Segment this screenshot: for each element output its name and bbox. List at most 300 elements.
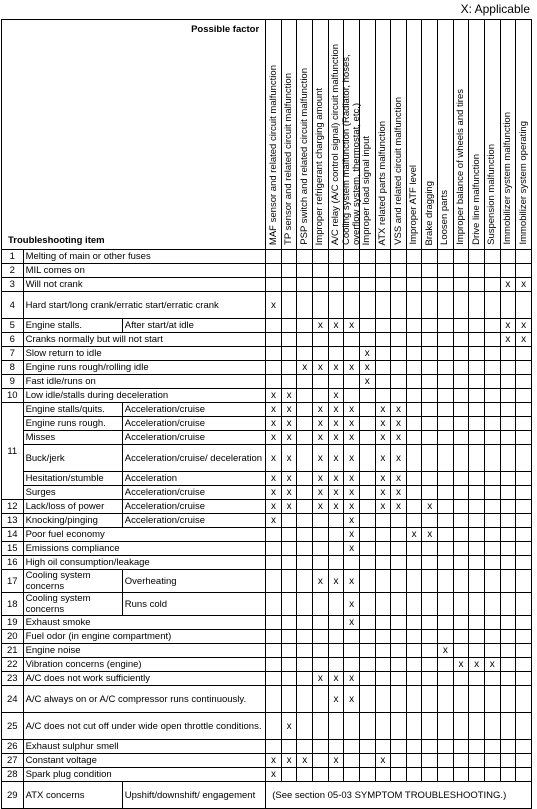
mark-cell: [500, 264, 516, 278]
mark-cell: [281, 658, 297, 672]
applicable-mark: x: [313, 672, 329, 686]
mark-cell: [453, 375, 469, 389]
mark-cell: [453, 672, 469, 686]
applicable-mark: x: [328, 570, 344, 593]
table-row: [2, 768, 532, 782]
mark-cell: [391, 616, 407, 630]
applicable-mark: x: [391, 500, 407, 514]
applicable-mark: x: [313, 472, 329, 486]
mark-cell: [422, 644, 438, 658]
mark-cell: [484, 570, 500, 593]
mark-cell: [484, 754, 500, 768]
mark-cell: [516, 514, 532, 528]
table-row: [2, 347, 532, 361]
mark-cell: [453, 616, 469, 630]
applicable-mark: x: [344, 593, 360, 616]
mark-cell: [328, 528, 344, 542]
item-cell: MIL comes on: [23, 264, 266, 278]
mark-cell: [297, 672, 313, 686]
mark-cell: [438, 754, 454, 768]
mark-cell: [406, 389, 422, 403]
item-cell: A/C does not cut off under wide open throttle conditions.: [23, 713, 266, 740]
mark-cell: [297, 431, 313, 445]
applicable-mark: x: [266, 500, 282, 514]
mark-cell: [391, 292, 407, 319]
table-row: [2, 593, 532, 616]
mark-cell: [297, 486, 313, 500]
mark-cell: [375, 278, 391, 292]
mark-cell: [516, 768, 532, 782]
mark-cell: [484, 593, 500, 616]
mark-cell: [313, 754, 329, 768]
item-cell: Engine noise: [23, 644, 266, 658]
mark-cell: [484, 686, 500, 713]
condition-cell: After start/at idle: [122, 319, 265, 333]
mark-cell: [313, 630, 329, 644]
applicable-mark: x: [313, 361, 329, 375]
applicable-mark: x: [281, 417, 297, 431]
mark-cell: [469, 528, 485, 542]
applicable-mark: x: [297, 754, 313, 768]
applicable-mark: x: [344, 672, 360, 686]
applicable-mark: x: [328, 361, 344, 375]
mark-cell: [266, 713, 282, 740]
mark-cell: [359, 319, 375, 333]
applicable-mark: x: [391, 486, 407, 500]
row-number: 8: [2, 361, 24, 375]
factor-header: [422, 20, 438, 250]
mark-cell: [500, 542, 516, 556]
table-row: [2, 472, 532, 486]
mark-cell: [453, 500, 469, 514]
mark-cell: [484, 542, 500, 556]
mark-cell: [422, 264, 438, 278]
mark-cell: [453, 417, 469, 431]
applicable-mark: x: [344, 417, 360, 431]
mark-cell: [469, 542, 485, 556]
mark-cell: [453, 556, 469, 570]
table-row: [2, 528, 532, 542]
header-row: [2, 20, 532, 250]
mark-cell: [281, 333, 297, 347]
possible-factor-label: Possible factor: [191, 24, 260, 35]
mark-cell: [484, 403, 500, 417]
mark-cell: [422, 319, 438, 333]
item-cell: Slow return to idle: [23, 347, 266, 361]
mark-cell: [406, 375, 422, 389]
mark-cell: [516, 431, 532, 445]
mark-cell: [469, 264, 485, 278]
applicable-mark: x: [391, 417, 407, 431]
mark-cell: [500, 292, 516, 319]
mark-cell: [391, 333, 407, 347]
mark-cell: [344, 278, 360, 292]
mark-cell: [438, 389, 454, 403]
applicable-mark: x: [328, 431, 344, 445]
mark-cell: [297, 514, 313, 528]
applicable-mark: x: [375, 754, 391, 768]
mark-cell: [359, 630, 375, 644]
table-row: [2, 389, 532, 403]
mark-cell: [469, 672, 485, 686]
mark-cell: [469, 431, 485, 445]
mark-cell: [281, 630, 297, 644]
mark-cell: [313, 264, 329, 278]
applicable-mark: x: [328, 686, 344, 713]
mark-cell: [281, 528, 297, 542]
mark-cell: [422, 347, 438, 361]
mark-cell: [453, 630, 469, 644]
applicable-mark: x: [344, 431, 360, 445]
mark-cell: [438, 361, 454, 375]
applicable-mark: x: [344, 528, 360, 542]
mark-cell: [516, 630, 532, 644]
applicable-mark: x: [313, 570, 329, 593]
mark-cell: [344, 250, 360, 264]
mark-cell: [469, 754, 485, 768]
mark-cell: [359, 250, 375, 264]
mark-cell: [453, 403, 469, 417]
mark-cell: [344, 264, 360, 278]
mark-cell: [328, 713, 344, 740]
mark-cell: [500, 445, 516, 472]
mark-cell: [516, 292, 532, 319]
condition-cell: Acceleration/cruise: [122, 486, 265, 500]
applicable-mark: x: [375, 500, 391, 514]
mark-cell: [359, 403, 375, 417]
condition-cell: Acceleration/cruise: [122, 514, 265, 528]
mark-cell: [313, 250, 329, 264]
mark-cell: [453, 292, 469, 319]
mark-cell: [328, 347, 344, 361]
mark-cell: [375, 616, 391, 630]
factor-label: Improper refrigerant charging amount: [314, 87, 326, 245]
mark-cell: [266, 570, 282, 593]
mark-cell: [328, 768, 344, 782]
mark-cell: [406, 292, 422, 319]
applicable-mark: x: [516, 278, 532, 292]
applicable-mark: x: [266, 514, 282, 528]
mark-cell: [438, 278, 454, 292]
mark-cell: [359, 570, 375, 593]
item-cell: Spark plug condition: [23, 768, 266, 782]
mark-cell: [297, 278, 313, 292]
mark-cell: [438, 556, 454, 570]
table-row: [2, 278, 532, 292]
condition-cell: Acceleration/cruise: [122, 500, 265, 514]
mark-cell: [422, 389, 438, 403]
table-row: [2, 292, 532, 319]
factor-header: [391, 20, 407, 250]
applicable-mark: x: [375, 472, 391, 486]
item-cell: Cooling system concerns: [23, 570, 122, 593]
row-number: 29: [2, 782, 24, 809]
mark-cell: [359, 593, 375, 616]
applicable-mark: x: [266, 417, 282, 431]
factor-header: [297, 20, 313, 250]
mark-cell: [281, 593, 297, 616]
mark-cell: [266, 630, 282, 644]
applicable-mark: x: [328, 389, 344, 403]
applicable-mark: x: [266, 389, 282, 403]
applicable-mark: x: [344, 616, 360, 630]
factor-label: A/C relay (A/C control signal) circuit malfunction: [330, 43, 341, 245]
table-row: [2, 740, 532, 754]
mark-cell: [406, 542, 422, 556]
mark-cell: [297, 347, 313, 361]
mark-cell: [500, 616, 516, 630]
mark-cell: [375, 250, 391, 264]
mark-cell: [344, 644, 360, 658]
mark-cell: [328, 630, 344, 644]
mark-cell: [469, 417, 485, 431]
mark-cell: [344, 713, 360, 740]
mark-cell: [469, 556, 485, 570]
mark-cell: [328, 542, 344, 556]
mark-cell: [516, 740, 532, 754]
mark-cell: [406, 570, 422, 593]
mark-cell: [297, 472, 313, 486]
mark-cell: [500, 500, 516, 514]
applicable-mark: x: [313, 417, 329, 431]
mark-cell: [453, 445, 469, 472]
mark-cell: [313, 713, 329, 740]
mark-cell: [438, 713, 454, 740]
mark-cell: [453, 347, 469, 361]
applicable-mark: x: [391, 403, 407, 417]
mark-cell: [297, 616, 313, 630]
mark-cell: [391, 593, 407, 616]
mark-cell: [328, 514, 344, 528]
mark-cell: [422, 417, 438, 431]
mark-cell: [359, 514, 375, 528]
row-number: 17: [2, 570, 24, 593]
mark-cell: [406, 556, 422, 570]
mark-cell: [391, 713, 407, 740]
mark-cell: [438, 250, 454, 264]
mark-cell: [281, 686, 297, 713]
mark-cell: [297, 500, 313, 514]
mark-cell: [516, 686, 532, 713]
mark-cell: [438, 593, 454, 616]
mark-cell: [375, 361, 391, 375]
item-cell: Cooling system concerns: [23, 593, 122, 616]
row-number: 10: [2, 389, 24, 403]
mark-cell: [406, 333, 422, 347]
mark-cell: [375, 319, 391, 333]
mark-cell: [406, 740, 422, 754]
factor-label: PSP switch and related circuit malfunction: [298, 68, 310, 245]
mark-cell: [516, 264, 532, 278]
mark-cell: [516, 658, 532, 672]
applicable-mark: x: [516, 319, 532, 333]
mark-cell: [297, 250, 313, 264]
row-number: 25: [2, 713, 24, 740]
mark-cell: [484, 333, 500, 347]
mark-cell: [359, 616, 375, 630]
applicable-mark: x: [422, 528, 438, 542]
mark-cell: [484, 347, 500, 361]
mark-cell: [438, 319, 454, 333]
factor-header: [406, 20, 422, 250]
mark-cell: [469, 740, 485, 754]
mark-cell: [438, 500, 454, 514]
mark-cell: [344, 375, 360, 389]
mark-cell: [438, 658, 454, 672]
applicable-mark: x: [281, 403, 297, 417]
mark-cell: [500, 556, 516, 570]
table-row: [2, 616, 532, 630]
mark-cell: [313, 333, 329, 347]
mark-cell: [406, 347, 422, 361]
troubleshooting-table: [1, 19, 532, 809]
mark-cell: [469, 445, 485, 472]
table-row: [2, 672, 532, 686]
mark-cell: [391, 347, 407, 361]
mark-cell: [453, 472, 469, 486]
mark-cell: [375, 686, 391, 713]
mark-cell: [406, 264, 422, 278]
mark-cell: [297, 333, 313, 347]
mark-cell: [438, 768, 454, 782]
mark-cell: [516, 361, 532, 375]
applicable-mark: x: [313, 486, 329, 500]
mark-cell: [391, 658, 407, 672]
mark-cell: [281, 347, 297, 361]
condition-cell: Runs cold: [122, 593, 265, 616]
mark-cell: [281, 361, 297, 375]
factor-header: [469, 20, 485, 250]
mark-cell: [328, 658, 344, 672]
item-cell: Low idle/stalls during deceleration: [23, 389, 266, 403]
row-number: 9: [2, 375, 24, 389]
mark-cell: [469, 593, 485, 616]
mark-cell: [375, 593, 391, 616]
mark-cell: [422, 361, 438, 375]
applicable-mark: x: [453, 658, 469, 672]
factor-header: [340, 20, 362, 250]
table-row: [2, 445, 532, 472]
mark-cell: [281, 250, 297, 264]
mark-cell: [469, 514, 485, 528]
mark-cell: [297, 658, 313, 672]
mark-cell: [469, 686, 485, 713]
mark-cell: [469, 250, 485, 264]
mark-cell: [438, 686, 454, 713]
table-row: [2, 782, 532, 809]
mark-cell: [484, 486, 500, 500]
mark-cell: [297, 630, 313, 644]
applicable-mark: x: [266, 472, 282, 486]
mark-cell: [469, 630, 485, 644]
mark-cell: [469, 500, 485, 514]
mark-cell: [359, 445, 375, 472]
mark-cell: [469, 361, 485, 375]
mark-cell: [266, 556, 282, 570]
mark-cell: [453, 644, 469, 658]
row-number: 20: [2, 630, 24, 644]
condition-cell: Overheating: [122, 570, 265, 593]
factor-label: Suspension malfunction: [486, 144, 498, 245]
applicable-mark: x: [266, 292, 282, 319]
mark-cell: [484, 445, 500, 472]
mark-cell: [281, 740, 297, 754]
applicable-mark: x: [281, 389, 297, 403]
mark-cell: [344, 630, 360, 644]
factor-label: Improper load signal input: [361, 135, 373, 245]
mark-cell: [469, 319, 485, 333]
mark-cell: [438, 616, 454, 630]
item-cell: Knocking/pinging: [23, 514, 122, 528]
table-row: [2, 417, 532, 431]
mark-cell: [469, 472, 485, 486]
mark-cell: [313, 347, 329, 361]
mark-cell: [406, 630, 422, 644]
mark-cell: [422, 740, 438, 754]
mark-cell: [469, 278, 485, 292]
mark-cell: [359, 486, 375, 500]
mark-cell: [297, 768, 313, 782]
mark-cell: [328, 375, 344, 389]
mark-cell: [500, 389, 516, 403]
mark-cell: [266, 542, 282, 556]
mark-cell: [266, 347, 282, 361]
mark-cell: [266, 361, 282, 375]
factor-header: [281, 20, 297, 250]
mark-cell: [516, 403, 532, 417]
mark-cell: [344, 389, 360, 403]
mark-cell: [359, 264, 375, 278]
mark-cell: [500, 630, 516, 644]
factor-header: [313, 20, 329, 250]
mark-cell: [422, 292, 438, 319]
table-row: [2, 514, 532, 528]
mark-cell: [500, 740, 516, 754]
mark-cell: [375, 630, 391, 644]
mark-cell: [313, 593, 329, 616]
mark-cell: [516, 250, 532, 264]
mark-cell: [484, 528, 500, 542]
mark-cell: [406, 278, 422, 292]
applicable-mark: x: [344, 319, 360, 333]
mark-cell: [500, 570, 516, 593]
applicable-mark: x: [516, 333, 532, 347]
mark-cell: [406, 713, 422, 740]
mark-cell: [438, 347, 454, 361]
row-number: 28: [2, 768, 24, 782]
applicable-mark: x: [422, 500, 438, 514]
mark-cell: [453, 486, 469, 500]
mark-cell: [484, 630, 500, 644]
item-cell: A/C does not work sufficiently: [23, 672, 266, 686]
applicable-mark: x: [344, 445, 360, 472]
mark-cell: [359, 556, 375, 570]
mark-cell: [469, 570, 485, 593]
mark-cell: [391, 319, 407, 333]
mark-cell: [266, 250, 282, 264]
mark-cell: [516, 417, 532, 431]
applicable-mark: x: [391, 431, 407, 445]
mark-cell: [344, 768, 360, 782]
item-cell: Misses: [23, 431, 122, 445]
mark-cell: [453, 431, 469, 445]
row-number: 5: [2, 319, 24, 333]
mark-cell: [438, 375, 454, 389]
table-row: [2, 630, 532, 644]
applicable-mark: x: [500, 278, 516, 292]
applicable-mark: x: [344, 403, 360, 417]
mark-cell: [391, 389, 407, 403]
